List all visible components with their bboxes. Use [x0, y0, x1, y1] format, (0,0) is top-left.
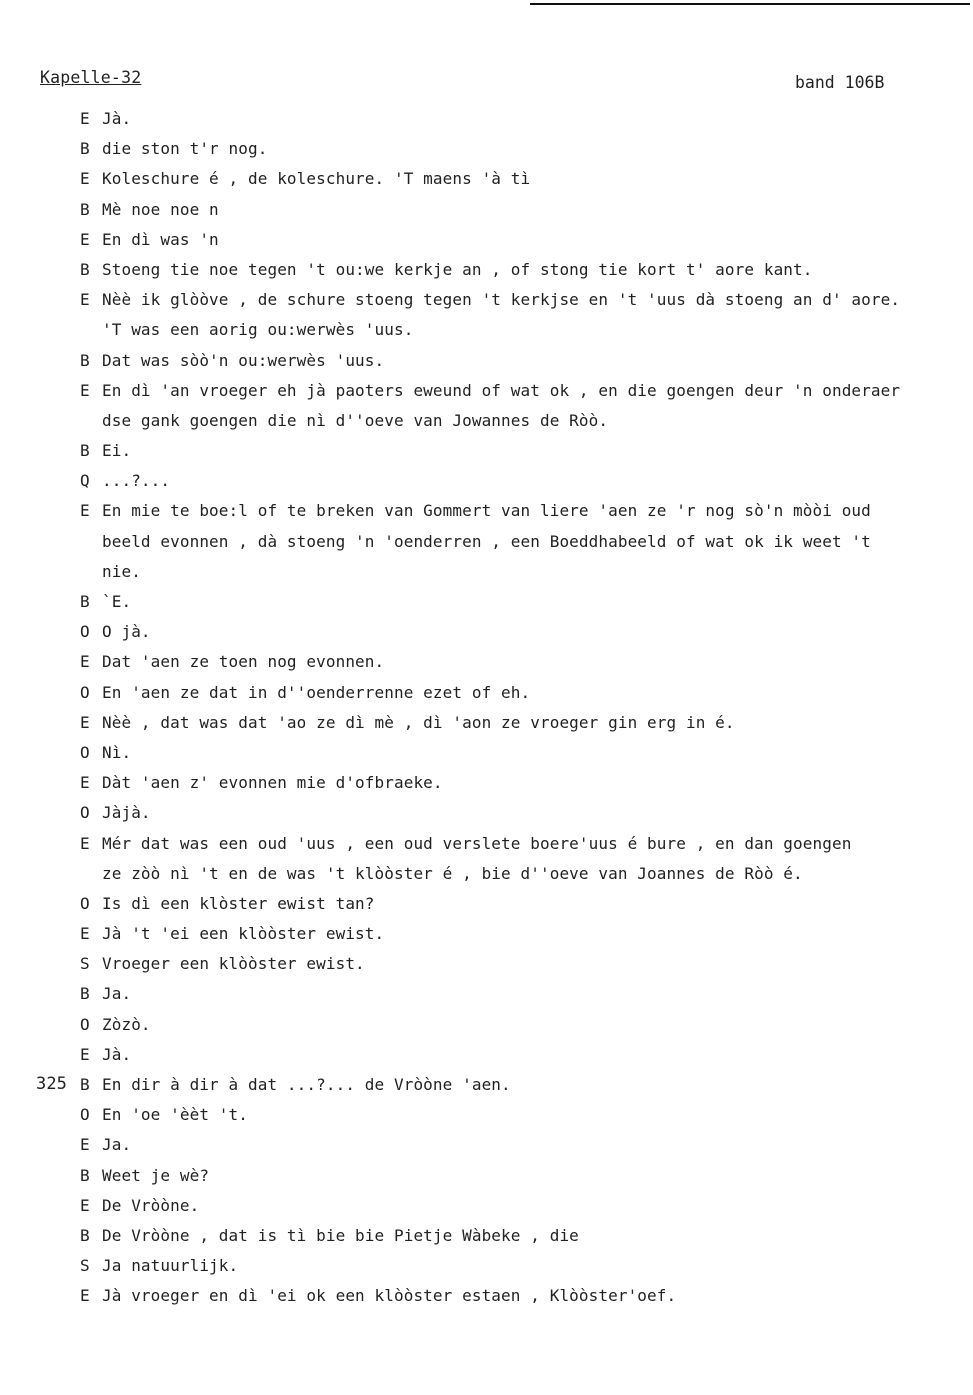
speaker-code: O: [80, 1014, 90, 1034]
transcript: [0, 104, 973, 1312]
transcript-line: [0, 1040, 973, 1070]
speaker-code: E: [80, 169, 90, 189]
speaker-code: E: [80, 924, 90, 944]
speaker-code: E: [80, 652, 90, 672]
utterance-text: Mè noe noe n: [102, 199, 219, 219]
transcript-line: [0, 1251, 973, 1281]
speaker-code: B: [80, 1225, 90, 1245]
speaker-code: S: [80, 1256, 90, 1276]
transcript-line: [0, 979, 973, 1009]
utterance-text: nie.: [102, 561, 141, 581]
speaker-code: B: [80, 1075, 90, 1094]
transcript-line: [0, 1221, 973, 1251]
speaker-code: E: [80, 109, 90, 128]
transcript-line: [0, 255, 973, 285]
utterance-text: Weet je wè?: [102, 1165, 210, 1185]
transcript-line: [0, 1161, 973, 1191]
speaker-code: E: [80, 501, 90, 521]
transcript-line: [0, 829, 973, 859]
speaker-code: O: [80, 682, 90, 702]
utterance-text: Jà.: [102, 1044, 132, 1064]
utterance-text: die ston t'r nog.: [102, 139, 268, 159]
speaker-code: E: [80, 1286, 90, 1306]
transcript-line: [0, 798, 973, 828]
utterance-text: Jà.: [102, 109, 132, 128]
utterance-text: Nì.: [102, 742, 132, 762]
transcript-line: [0, 496, 973, 526]
line-number: 325: [36, 1074, 68, 1094]
utterance-text: dse gank goengen die nì d''oeve van Jowannes de Ròò.: [102, 410, 609, 430]
utterance-text: En dì 'an vroeger eh jà paoters eweund of wat ok , en die goengen deur 'n onderaer: [102, 380, 901, 400]
transcript-line: [0, 768, 973, 798]
transcript-line: [0, 587, 973, 617]
speaker-code: O: [80, 742, 90, 762]
utterance-text: Is dì een klòster ewist tan?: [102, 893, 375, 913]
transcript-line: [0, 164, 973, 194]
speaker-code: B: [80, 199, 90, 219]
speaker-code: B: [80, 139, 90, 159]
document-id: Kapelle-32: [40, 68, 142, 87]
transcript-line: [0, 527, 973, 557]
transcript-line: [0, 406, 973, 436]
utterance-text: Dàt 'aen z' evonnen mie d'ofbraeke.: [102, 773, 443, 793]
utterance-text: Stoeng tie noe tegen 't ou:we kerkje an , of stong tie kort t' aore kant.: [102, 259, 813, 279]
speaker-code: O: [80, 803, 90, 823]
utterance-text: En 'aen ze dat in d''oenderrenne ezet of eh.: [102, 682, 531, 702]
transcript-line: [0, 466, 973, 496]
speaker-code: S: [80, 954, 90, 974]
speaker-code: B: [80, 441, 90, 461]
tape-label: band 106B: [795, 73, 885, 92]
transcript-line: [0, 134, 973, 164]
speaker-code: O: [80, 1105, 90, 1125]
utterance-text: En dir à dir à dat ...?... de Vròòne 'aen.: [102, 1075, 511, 1094]
transcript-line: [0, 738, 973, 768]
speaker-code: O: [80, 893, 90, 913]
utterance-text: En dì was 'n: [102, 229, 219, 249]
transcript-line: [0, 285, 973, 315]
utterance-text: Dat was sòò'n ou:werwès 'uus.: [102, 350, 385, 370]
utterance-text: En 'oe 'èèt 't.: [102, 1105, 248, 1125]
transcript-line: [0, 436, 973, 466]
transcript-line: [0, 678, 973, 708]
transcript-line: [0, 889, 973, 919]
speaker-code: E: [80, 773, 90, 793]
transcript-line: [0, 1100, 973, 1130]
utterance-text: beeld evonnen , dà stoeng 'n 'oenderren , een Boeddhabeeld of wat ok ik weet 't: [102, 531, 871, 551]
utterance-text: Jà vroeger en dì 'ei ok een klòòster estaen , Klòòster'oef.: [102, 1286, 677, 1306]
speaker-code: E: [80, 380, 90, 400]
utterance-text: Dat 'aen ze toen nog evonnen.: [102, 652, 385, 672]
transcript-line: [0, 346, 973, 376]
utterance-text: De Vròòne , dat is tì bie bie Pietje Wàbeke , die: [102, 1225, 579, 1245]
speaker-code: E: [80, 1135, 90, 1155]
utterance-text: ...?...: [102, 471, 171, 491]
utterance-text: De Vròòne.: [102, 1195, 200, 1215]
utterance-text: Vroeger een klòòster ewist.: [102, 954, 365, 974]
speaker-code: E: [80, 1044, 90, 1064]
utterance-text: En mie te boe:l of te breken van Gommert van liere 'aen ze 'r nog sò'n mòòi oud: [102, 501, 871, 521]
transcript-line: [0, 104, 973, 134]
transcript-line: [0, 647, 973, 677]
speaker-code: B: [80, 984, 90, 1004]
transcript-line: [0, 1010, 973, 1040]
utterance-text: Ei.: [102, 441, 132, 461]
transcript-line: [0, 1070, 973, 1100]
transcript-line: [0, 949, 973, 979]
transcript-line: [0, 225, 973, 255]
utterance-text: Jà 't 'ei een klòòster ewist.: [102, 924, 385, 944]
utterance-text: Ja natuurlijk.: [102, 1256, 239, 1276]
transcript-line: [0, 859, 973, 889]
transcript-line: [0, 1281, 973, 1311]
speaker-code: O: [80, 622, 90, 642]
utterance-text: ze zòò nì 't en de was 't klòòster é , bie d''oeve van Joannes de Ròò é.: [102, 863, 803, 883]
utterance-text: Nèè , dat was dat 'ao ze dì mè , dì 'aon ze vroeger gin erg in é.: [102, 712, 735, 732]
transcript-line: [0, 708, 973, 738]
speaker-code: B: [80, 259, 90, 279]
transcript-line: [0, 1191, 973, 1221]
transcript-line: [0, 195, 973, 225]
utterance-text: Jàjà.: [102, 803, 151, 823]
speaker-code: B: [80, 592, 90, 611]
speaker-code: B: [80, 1165, 90, 1185]
speaker-code: Q: [80, 471, 90, 491]
transcript-line: [0, 376, 973, 406]
transcript-line: [0, 1130, 973, 1160]
transcript-line: [0, 315, 973, 345]
utterance-text: Zòzò.: [102, 1014, 151, 1034]
transcript-line: [0, 919, 973, 949]
speaker-code: E: [80, 290, 90, 310]
utterance-text: Ja.: [102, 984, 132, 1004]
transcript-line: [0, 557, 973, 587]
utterance-text: Ja.: [102, 1135, 132, 1155]
speaker-code: E: [80, 1195, 90, 1215]
utterance-text: `E.: [102, 592, 132, 611]
speaker-code: E: [80, 712, 90, 732]
transcript-line: [0, 617, 973, 647]
utterance-text: Koleschure é , de koleschure. 'T maens 'à tì: [102, 169, 531, 189]
speaker-code: B: [80, 350, 90, 370]
utterance-text: O jà.: [102, 622, 151, 642]
utterance-text: Mér dat was een oud 'uus , een oud verslete boere'uus é bure , en dan goengen: [102, 833, 852, 853]
top-rule: [530, 3, 970, 5]
speaker-code: E: [80, 833, 90, 853]
utterance-text: 'T was een aorig ou:werwès 'uus.: [102, 320, 414, 340]
utterance-text: Nèè ik glòòve , de schure stoeng tegen 't kerkjse en 't 'uus dà stoeng an d' aore.: [102, 290, 901, 310]
speaker-code: E: [80, 229, 90, 249]
